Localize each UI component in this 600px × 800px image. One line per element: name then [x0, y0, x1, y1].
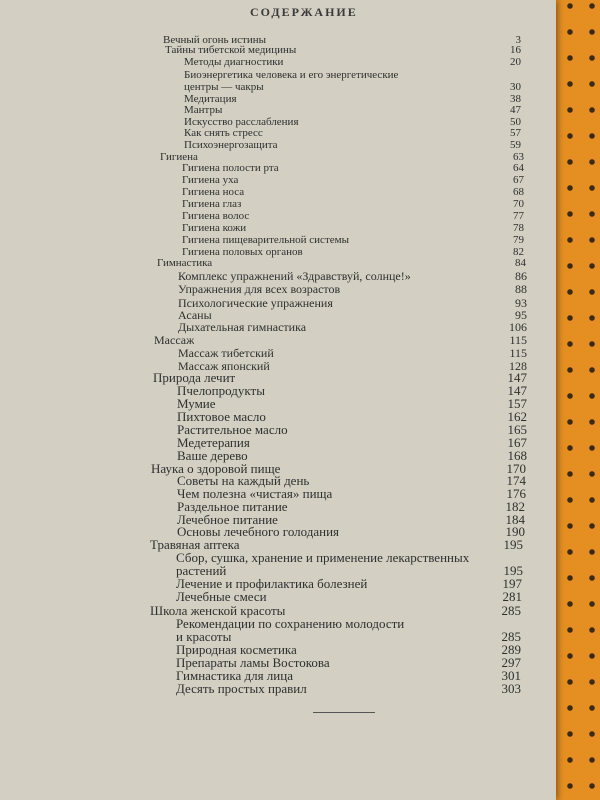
toc-entry-page: 82 [513, 246, 524, 258]
toc-entry-page: 190 [505, 524, 525, 539]
toc-entry-page: 84 [515, 257, 526, 269]
toc-entry-page: 195 [503, 537, 523, 552]
toc-entry-page: 168 [507, 448, 527, 463]
toc-entry-title: Методы диагностики [184, 56, 284, 68]
toc-entry [0, 589, 522, 603]
toc-entry [0, 383, 527, 397]
toc-entry-title: Как снять стресс [184, 127, 263, 139]
toc-entry-title: Гимнастика для лица [176, 668, 293, 683]
toc-entry-title: Школа женской красоты [150, 603, 286, 618]
toc-entry-page: 77 [513, 210, 524, 222]
toc-entry-page: 197 [502, 576, 522, 591]
toc-entry-title: Асаны [178, 308, 212, 322]
toc-entry-title: Гигиена кожи [182, 222, 247, 234]
toc-entry-page: 167 [507, 435, 527, 450]
toc-entry-title: Растительное масло [177, 422, 288, 437]
toc-entry-title: Массаж [154, 333, 195, 347]
toc-entry-page: 195 [503, 563, 523, 578]
toc-entry-page: 115 [509, 346, 527, 360]
toc-entry-page: 68 [513, 186, 524, 198]
toc-entry-title: Раздельное питание [177, 499, 288, 514]
toc-entry-title: Гигиена уха [182, 174, 239, 186]
toc-entry-title: Ваше дерево [177, 448, 248, 463]
toc-entry-page: 70 [513, 198, 524, 210]
toc-entry [0, 629, 521, 643]
toc-entry [0, 499, 525, 513]
toc-entry-title: Лечебное питание [177, 512, 278, 527]
toc-entry [0, 524, 525, 538]
toc-entry-page: 162 [507, 409, 527, 424]
toc-entry-title: Массаж японский [178, 359, 270, 373]
toc-entry-title: Наука о здоровой пище [151, 461, 281, 476]
toc-entry-page: 64 [513, 162, 524, 174]
toc-entry-title: Гигиена носа [182, 186, 245, 198]
toc-entry-page: 59 [510, 139, 521, 151]
toc-entry-page: 86 [515, 269, 527, 283]
toc-entry-title: Пчелопродукты [177, 383, 265, 398]
toc-entry-page: 170 [506, 461, 526, 476]
toc-entry [0, 422, 527, 436]
toc-entry-title: Чем полезна «чистая» пища [177, 486, 333, 501]
toc-entry-page: 174 [506, 473, 526, 488]
toc-entry-title: Мантры [184, 104, 223, 116]
toc-entry [0, 346, 527, 360]
toc-entry-page: 176 [506, 486, 526, 501]
toc-entry-title: Медетерапия [177, 435, 250, 450]
toc-entry [0, 576, 522, 590]
toc-entry-title: Гигиена полости рта [182, 162, 279, 174]
toc-entry-page: 182 [505, 499, 525, 514]
toc-entry [0, 550, 521, 564]
toc-entry [0, 563, 523, 577]
toc-entry-title: Гимнастика [157, 257, 213, 269]
toc-entry-title: Гигиена волос [182, 210, 250, 222]
toc-entry-page: 289 [501, 642, 521, 657]
toc-entry-title: Гигиена половых органов [182, 246, 303, 258]
toc-entry-page: 147 [507, 370, 527, 385]
toc-entry-page: 184 [505, 512, 525, 527]
toc-entry-title: Природа лечит [153, 370, 236, 385]
toc-entry [0, 282, 527, 296]
toc-entry [0, 603, 521, 617]
toc-entry-page: 50 [510, 116, 521, 128]
toc-entry-title: Гигиена пищеварительной системы [182, 234, 349, 246]
toc-entry-page: 128 [509, 359, 527, 373]
toc-entry [0, 435, 527, 449]
toc-entry-title: Комплекс упражнений «Здравствуй, солнце!» [178, 269, 411, 283]
toc-entry-title: Биоэнергетика человека и его энергетические [184, 69, 399, 81]
toc-entry [0, 269, 527, 283]
toc-entry-page: 157 [507, 396, 527, 411]
page-title: СОДЕРЖАНИЕ [250, 5, 358, 19]
toc-entry-title: Вечный огонь истины [163, 34, 267, 46]
toc-entry-title: Сбор, сушка, хранение и применение лекарственных [176, 550, 470, 565]
toc-entry-title: Природная косметика [176, 642, 297, 657]
toc-entry-title: Гигиена глаз [182, 198, 242, 210]
toc-entry [0, 616, 521, 630]
toc-entry-page: 147 [507, 383, 527, 398]
toc-entry-page: 38 [510, 93, 521, 105]
toc-entry-title: Искусство расслабления [184, 116, 299, 128]
toc-entry-title: Лечение и профилактика болезней [176, 576, 368, 591]
toc-entry-page: 47 [510, 104, 521, 116]
toc-entry-title: Советы на каждый день [177, 473, 310, 488]
toc-entry-title: Препараты ламы Востокова [176, 655, 330, 670]
toc-entry-title: Мумие [177, 396, 216, 411]
toc-entry [0, 396, 527, 410]
toc-entry [0, 448, 527, 462]
toc-entry-title: центры — чакры [184, 81, 264, 93]
toc-entry [0, 56, 521, 70]
toc-entry [0, 486, 526, 500]
toc-entry-title: Дыхательная гимнастика [178, 320, 307, 334]
toc-entry-page: 301 [501, 668, 521, 683]
toc-entry-title: растений [176, 563, 227, 578]
toc-entry-title: Массаж тибетский [178, 346, 274, 360]
toc-entry [0, 655, 521, 669]
toc-entry-page: 106 [509, 320, 527, 334]
toc-entry [0, 681, 521, 695]
toc-entry-page: 285 [501, 629, 521, 644]
toc-entry-page: 297 [501, 655, 521, 670]
toc-entry-title: Десять простых правил [176, 681, 307, 696]
toc-entry-page: 78 [513, 222, 524, 234]
toc-entry-page: 165 [507, 422, 527, 437]
toc-entry-page: 16 [510, 44, 521, 56]
toc-entry-page: 95 [515, 308, 527, 322]
toc-entry-page: 79 [513, 234, 524, 246]
toc-entry-page: 20 [510, 56, 521, 68]
toc-entry-title: Травяная аптека [150, 537, 240, 552]
toc-entry [0, 473, 526, 487]
toc-entry-page: 63 [513, 151, 524, 163]
toc-entry-title: Медитация [184, 93, 237, 105]
toc-entry [0, 370, 527, 384]
toc-entry-title: и красоты [176, 629, 232, 644]
toc-entry-page: 57 [510, 127, 521, 139]
toc-entry-title: Гигиена [160, 151, 198, 163]
toc-entry-title: Упражнения для всех возрастов [178, 282, 341, 296]
toc-entry-title: Тайны тибетской медицины [165, 44, 297, 56]
toc-entry-page: 281 [502, 589, 522, 604]
toc-entry-title: Основы лечебного голодания [177, 524, 340, 539]
toc-entry-page: 93 [515, 296, 527, 310]
toc-entry-page: 30 [510, 81, 521, 93]
toc-entry [0, 668, 521, 682]
toc-entry [0, 409, 527, 423]
toc-entry-page: 88 [515, 282, 527, 296]
toc-entry-page: 3 [515, 34, 521, 46]
toc-entry [0, 320, 527, 334]
toc-entry-title: Психологические упражнения [178, 296, 333, 310]
toc-entry-page: 285 [501, 603, 521, 618]
toc-entry [0, 537, 523, 551]
divider [313, 712, 375, 713]
toc-entry [0, 642, 521, 656]
toc-entry-title: Психоэнергозащита [184, 139, 278, 151]
toc-entry-title: Рекомендации по сохранению молодости [176, 616, 405, 631]
toc-entry [0, 333, 527, 347]
toc-entry-page: 115 [509, 333, 527, 347]
toc-entry-title: Пихтовое масло [177, 409, 266, 424]
toc-entry-title: Лечебные смеси [176, 589, 267, 604]
toc-entry-page: 303 [501, 681, 521, 696]
toc-entry-page: 67 [513, 174, 524, 186]
